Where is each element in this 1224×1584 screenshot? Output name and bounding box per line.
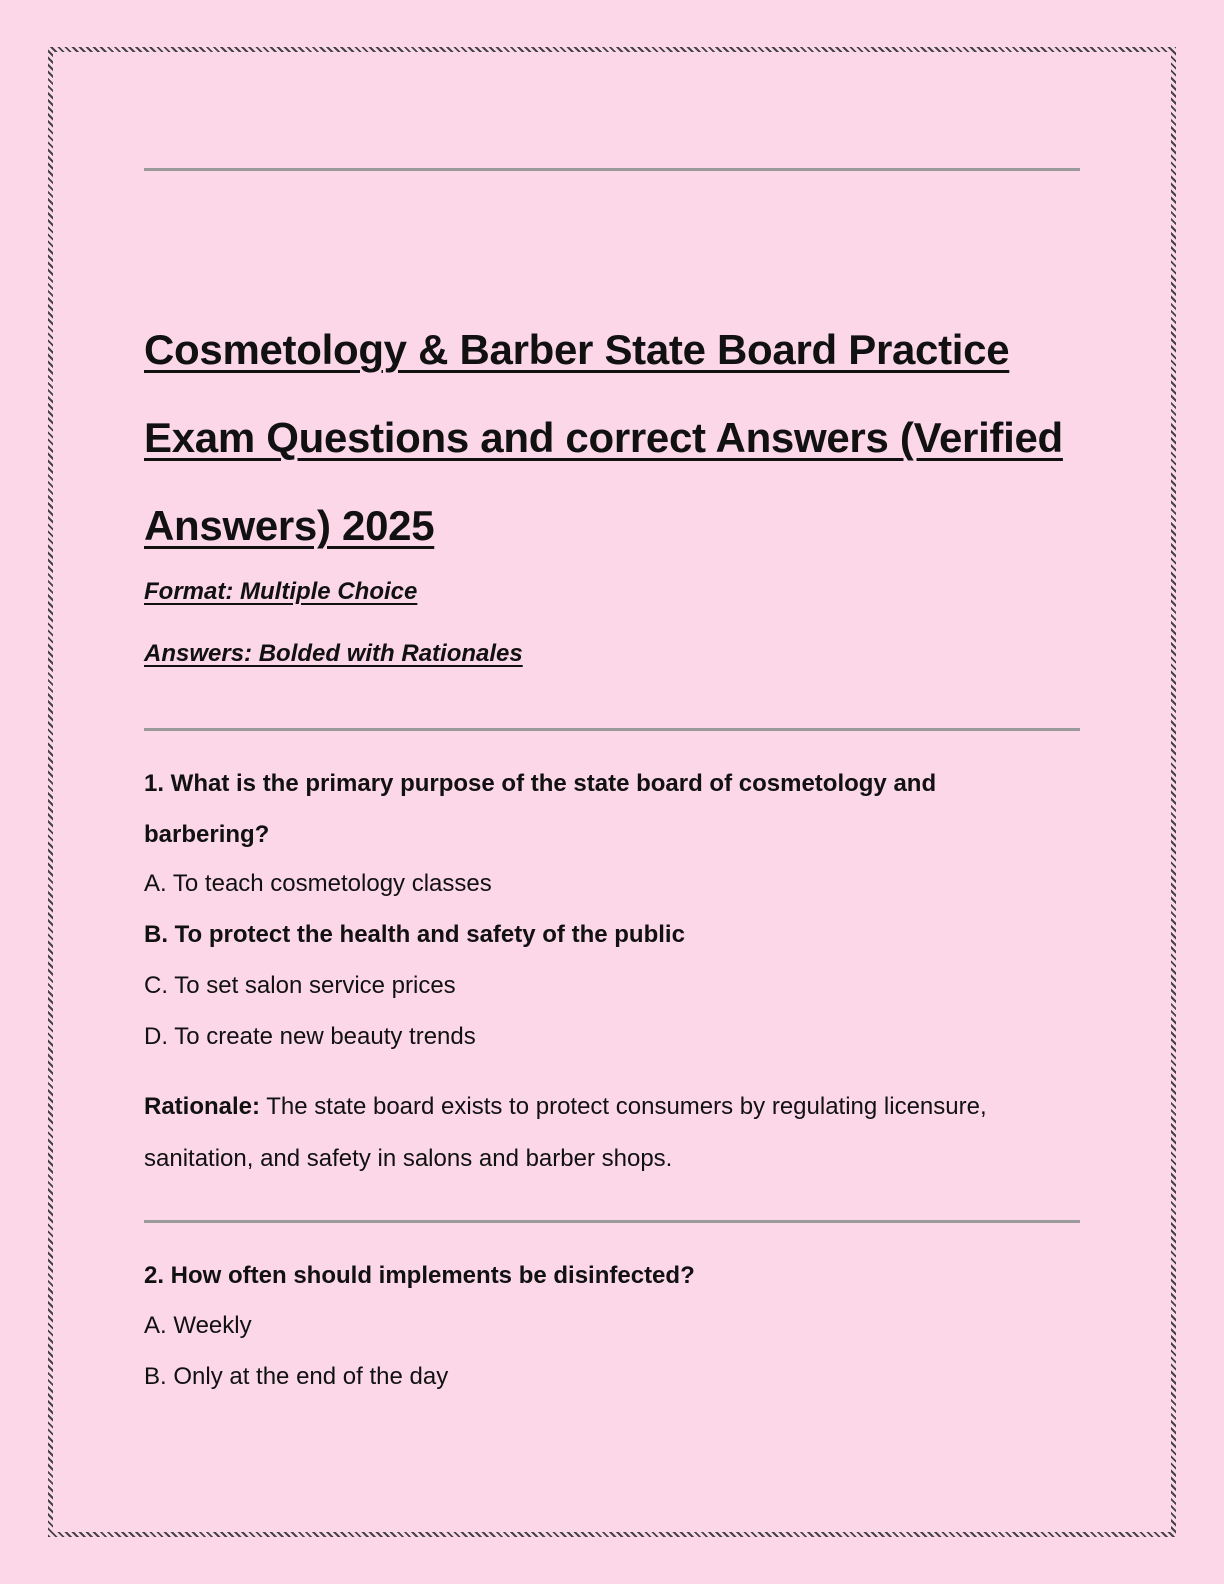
rationale-text: The state board exists to protect consumers by regulating licensure, sanitation, and safety in salons and barber shops. — [144, 1093, 987, 1172]
divider-after-header — [144, 728, 1080, 731]
rationale-label: Rationale: — [144, 1093, 261, 1120]
question-1-option-a: A. To teach cosmetology classes — [144, 870, 492, 897]
divider-top — [144, 168, 1080, 171]
question-2-text: 2. How often should implements be disinfected? — [144, 1262, 695, 1289]
question-1-text: 1. What is the primary purpose of the state board of cosmetology and barbering? — [144, 770, 937, 848]
question-1-rationale — [144, 1081, 1064, 1185]
answers-line: Answers: Bolded with Rationales — [144, 640, 523, 667]
question-1-option-d: D. To create new beauty trends — [144, 1023, 476, 1050]
question-1-option-b-correct: B. To protect the health and safety of the public — [144, 921, 685, 948]
format-line: Format: Multiple Choice — [144, 578, 418, 605]
question-2-option-a: A. Weekly — [144, 1312, 252, 1339]
divider-after-question-1 — [144, 1220, 1080, 1223]
question-1-option-c: C. To set salon service prices — [144, 972, 456, 999]
document-title: Cosmetology & Barber State Board Practice Exam Questions and correct Answers (Verified Answers) 2025 — [144, 326, 1063, 549]
question-2-option-b: B. Only at the end of the day — [144, 1363, 449, 1390]
